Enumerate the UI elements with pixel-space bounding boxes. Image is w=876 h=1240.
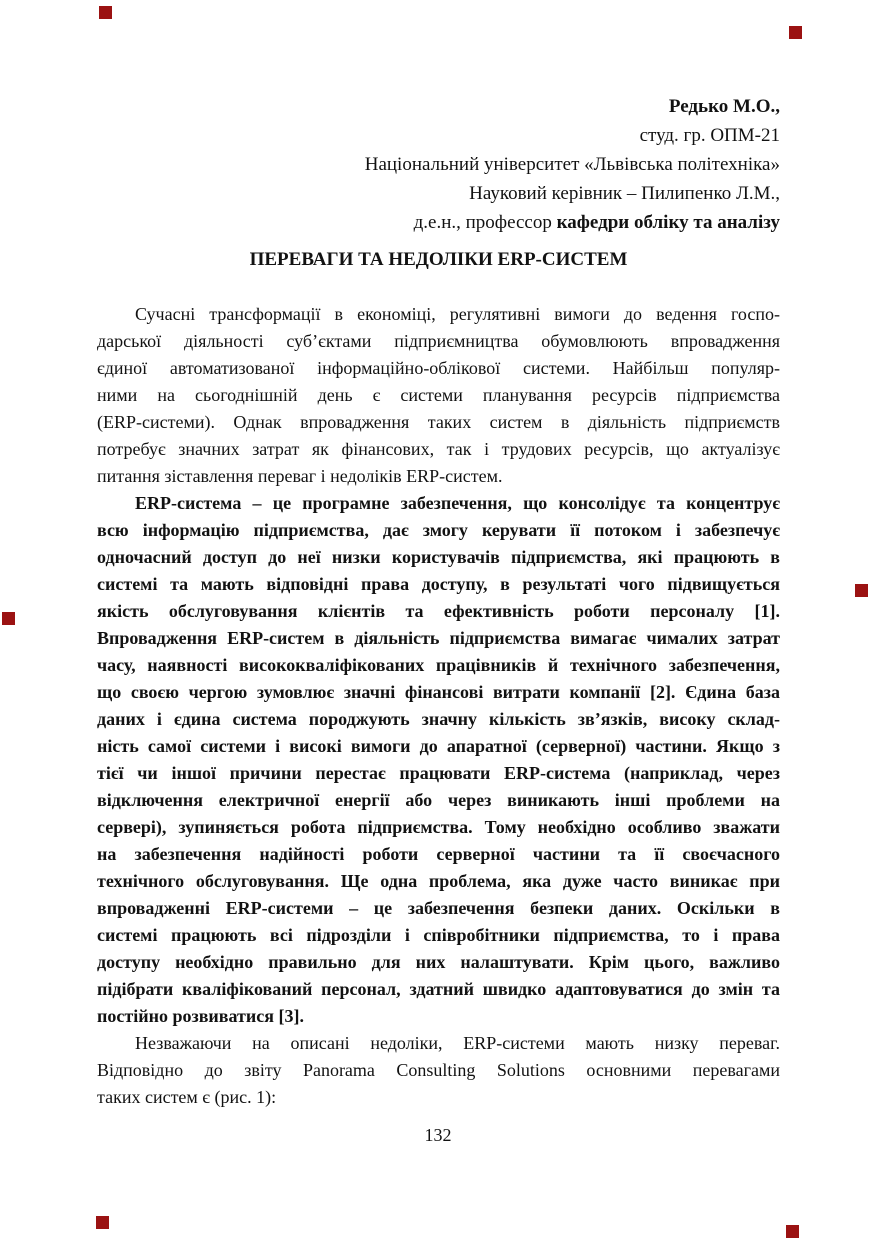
red-square-marker	[786, 1225, 799, 1238]
supervisor-line: Науковий керівник – Пилипенко Л.М.,	[469, 183, 780, 204]
article-title: ПЕРЕВАГИ ТА НЕДОЛІКИ ERP-СИСТЕМ	[249, 249, 628, 270]
text-line: всю інформацію підприємства, дає змогу керувати її потоком і забезпечує	[97, 520, 780, 540]
text-line: постійно розвиватися [3].	[97, 1006, 304, 1026]
text-line: доступу необхідно правильно для них налаштувати. Крім цього, важливо	[97, 952, 780, 972]
text-line: на забезпечення надійності роботи серверної частини та її своєчасного	[97, 844, 780, 864]
text-line: ERP-система – це програмне забезпечення, що консолідує та концентрує	[135, 493, 780, 513]
degree-department: кафедри обліку та аналізу	[556, 212, 780, 233]
text-line: єдиної автоматизованої інформаційно-облікової системи. Найбільш популяр-	[97, 358, 780, 378]
text-line: дарської діяльності суб’єктами підприємництва обумовлюють впровадження	[97, 331, 780, 351]
red-square-marker	[96, 1216, 109, 1229]
text-line: ними на сьогоднішній день є системи планування ресурсів підприємства	[97, 385, 780, 405]
red-square-marker	[855, 584, 868, 597]
text-line: ність самої системи і високі вимоги до апаратної (серверної) частини. Якщо з	[97, 736, 780, 756]
university-name: Національний університет «Львівська політехніка»	[364, 154, 780, 175]
paragraph	[97, 490, 780, 1030]
text-line: (ERP-системи). Однак впровадження таких систем в діяльність підприємств	[97, 412, 780, 432]
text-line: Впровадження ERP-систем в діяльність підприємства вимагає чималих затрат	[97, 628, 780, 648]
text-line: впровадженні ERP-системи – це забезпечення безпеки даних. Оскільки в	[97, 898, 780, 918]
text-line: Незважаючи на описані недоліки, ERP-системи мають низку переваг.	[135, 1033, 780, 1053]
degree-prefix: д.е.н., профессор	[413, 212, 557, 233]
author-group: студ. гр. ОПМ-21	[639, 125, 780, 146]
text-line: тієї чи іншої причини перестає працювати ERP-система (наприклад, через	[97, 763, 780, 783]
page-number: 132	[424, 1125, 452, 1145]
article-body	[97, 301, 780, 1111]
text-line: даних і єдина система породжують значну кількість зв’язків, високу склад-	[97, 709, 780, 729]
text-line: часу, наявності висококваліфікованих працівників й технічного забезпечення,	[97, 655, 780, 675]
text-line: системі працюють всі підрозділи і співробітники підприємства, то і права	[97, 925, 780, 945]
text-line: сервері), зупиняється робота підприємства. Тому необхідно особливо зважати	[97, 817, 780, 837]
paragraph	[97, 1030, 780, 1111]
text-line: одночасний доступ до неї низки користувачів підприємства, які працюють в	[97, 547, 780, 567]
text-line: таких систем є (рис. 1):	[97, 1087, 277, 1107]
author-block	[97, 92, 780, 237]
text-line: потребує значних затрат як фінансових, так і трудових ресурсів, що актуалізує	[97, 439, 780, 459]
author-name: Редько М.О.,	[668, 96, 780, 117]
text-line: якість обслуговування клієнтів та ефективність роботи персоналу [1].	[97, 601, 780, 621]
degree-line	[97, 208, 780, 237]
text-line: питання зіставлення переваг і недоліків ERP-систем.	[97, 466, 503, 486]
red-square-marker	[99, 6, 112, 19]
text-line: відключення електричної енергії або через виникають інші проблеми на	[97, 790, 780, 810]
red-square-marker	[789, 26, 802, 39]
paragraph	[97, 301, 780, 490]
text-line: підібрати кваліфікований персонал, здатний швидко адаптовуватися до змін та	[97, 979, 780, 999]
red-square-marker	[2, 612, 15, 625]
text-line: Сучасні трансформації в економіці, регулятивні вимоги до ведення госпо-	[135, 304, 780, 324]
text-line: що своєю чергою зумовлює значні фінансові витрати компанії [2]. Єдина база	[97, 682, 780, 702]
text-line: системі та мають відповідні права доступу, в результаті чого підвищується	[97, 574, 780, 594]
text-line: технічного обслуговування. Ще одна проблема, яка дуже часто виникає при	[97, 871, 780, 891]
text-line: Відповідно до звіту Panorama Consulting Solutions основними перевагами	[97, 1060, 780, 1080]
